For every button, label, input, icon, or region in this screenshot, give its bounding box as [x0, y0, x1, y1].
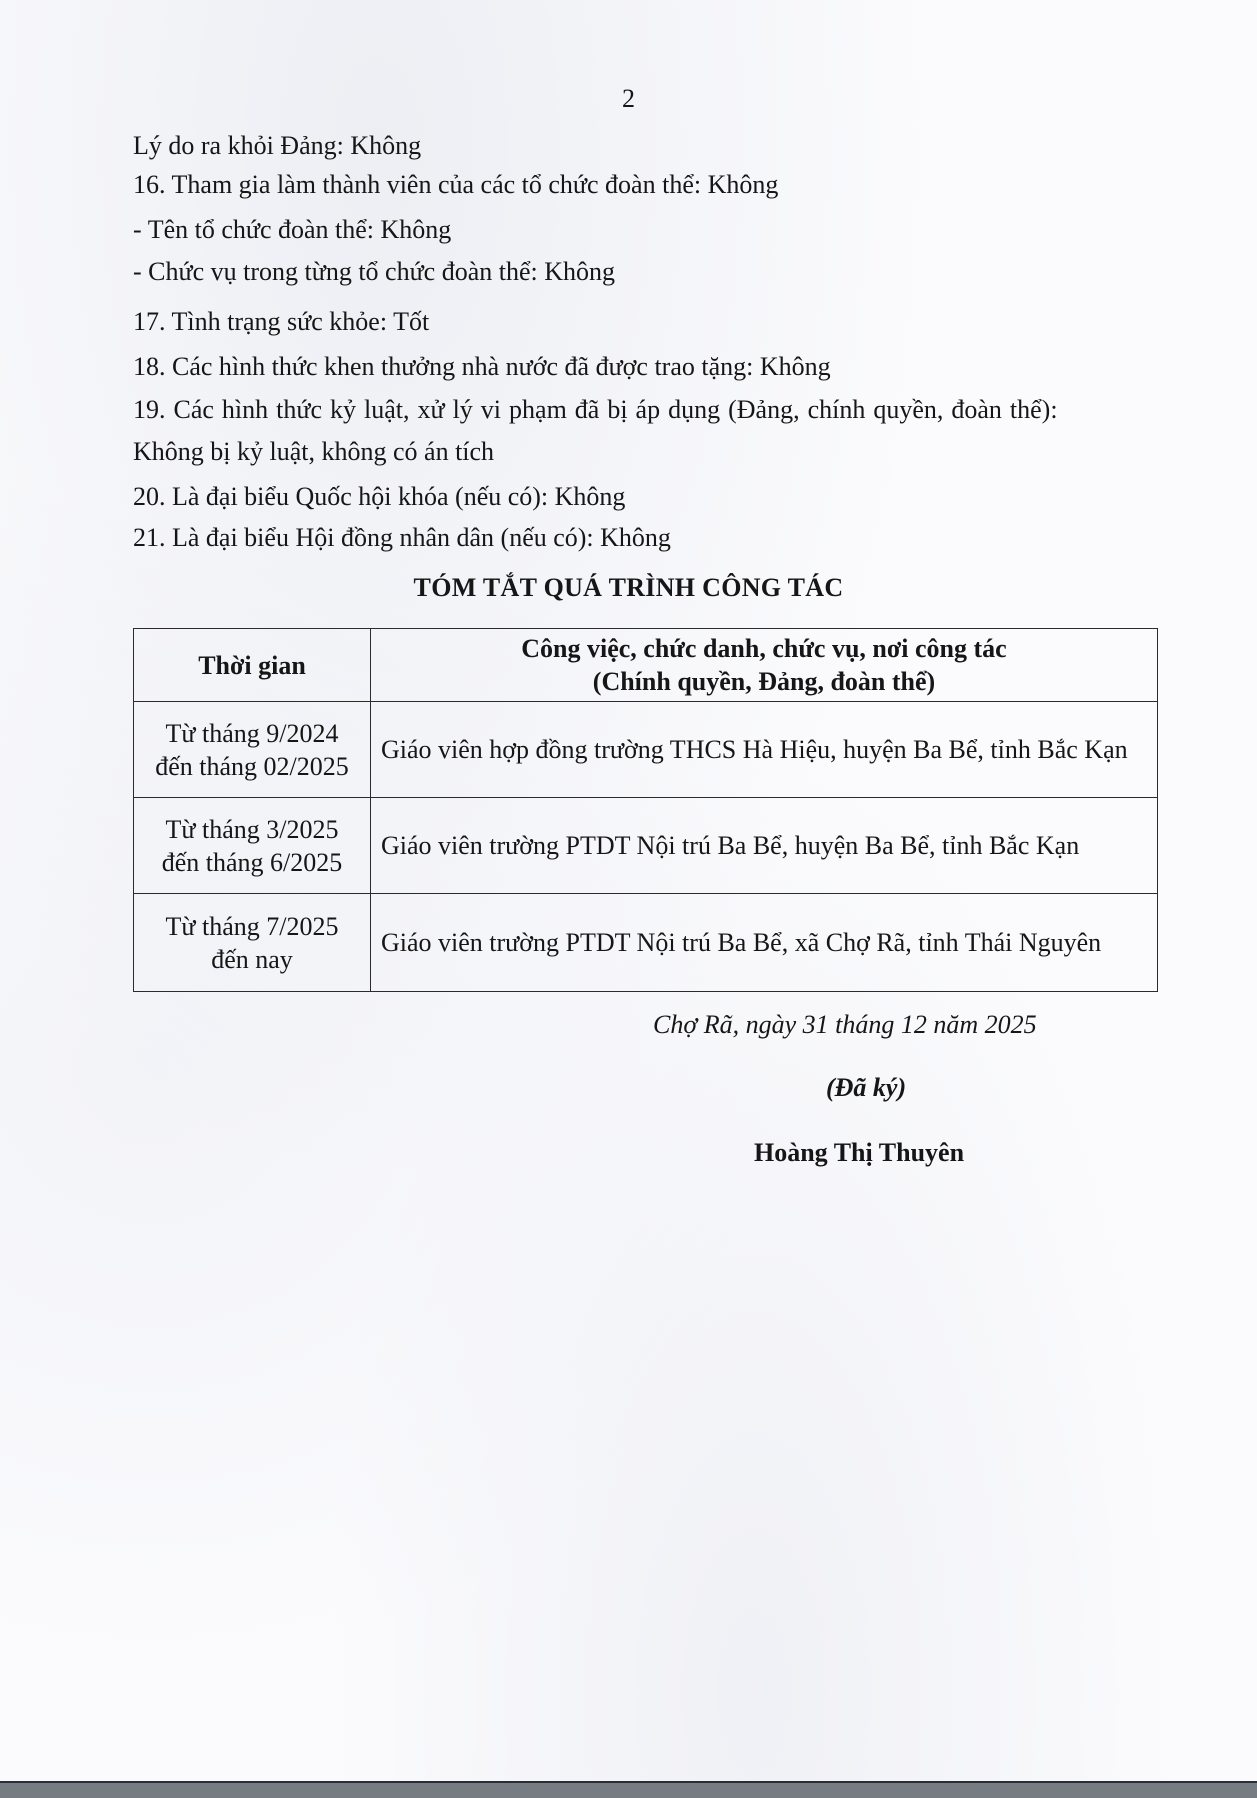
time-end: đến nay: [211, 944, 293, 974]
time-end: đến tháng 02/2025: [155, 751, 349, 781]
table-row: [134, 702, 1158, 798]
item-17-health-status: 17. Tình trạng sức khỏe: Tốt: [133, 307, 430, 336]
item-organization-position: - Chức vụ trong từng tổ chức đoàn thể: Không: [133, 257, 616, 286]
time-start: Từ tháng 3/2025: [165, 814, 339, 844]
work-history-title: TÓM TẮT QUÁ TRÌNH CÔNG TÁC: [413, 573, 844, 602]
header-time: Thời gian: [134, 629, 371, 702]
signature-place-date: Chợ Rã, ngày 31 tháng 12 năm 2025: [653, 1010, 1037, 1039]
row-description: Giáo viên trường PTDT Nội trú Ba Bể, xã Chợ Rã, tỉnh Thái Nguyên: [371, 894, 1158, 992]
row-description: Giáo viên trường PTDT Nội trú Ba Bể, huyện Ba Bể, tỉnh Bắc Kạn: [371, 798, 1158, 894]
item-16-organization-membership: 16. Tham gia làm thành viên của các tổ chức đoàn thể: Không: [133, 170, 779, 199]
item-19-disciplinary-value: Không bị kỷ luật, không có án tích: [133, 437, 495, 466]
work-history-table: [133, 628, 1158, 992]
time-start: Từ tháng 9/2024: [165, 718, 339, 748]
signature-name: Hoàng Thị Thuyên: [754, 1138, 965, 1167]
item-party-exit-reason: Lý do ra khỏi Đảng: Không: [133, 131, 422, 160]
item-21-peoples-council: 21. Là đại biểu Hội đồng nhân dân (nếu có): Không: [133, 523, 671, 552]
row-description: Giáo viên hợp đồng trường THCS Hà Hiệu, huyện Ba Bể, tỉnh Bắc Kạn: [371, 702, 1158, 798]
time-end: đến tháng 6/2025: [161, 847, 343, 877]
header-description-line1: Công việc, chức danh, chức vụ, nơi công tác: [521, 634, 1007, 663]
row-time: [134, 798, 371, 894]
table-row: [134, 798, 1158, 894]
item-18-state-awards: 18. Các hình thức khen thưởng nhà nước đã được trao tặng: Không: [133, 352, 831, 381]
header-description-line2: (Chính quyền, Đảng, đoàn thể): [592, 667, 936, 696]
table-row: [134, 894, 1158, 992]
page-number: 2: [622, 84, 635, 113]
row-time: [134, 702, 371, 798]
scanner-edge: [0, 1783, 1257, 1798]
header-description: [371, 629, 1158, 702]
item-organization-name: - Tên tổ chức đoàn thể: Không: [133, 215, 452, 244]
row-time: [134, 894, 371, 992]
signature-signed-note: (Đã ký): [826, 1073, 907, 1102]
item-19-disciplinary-actions: 19. Các hình thức kỷ luật, xử lý vi phạm đã bị áp dụng (Đảng, chính quyền, đoàn thể):: [133, 395, 1058, 424]
time-start: Từ tháng 7/2025: [165, 911, 339, 941]
item-20-national-assembly: 20. Là đại biểu Quốc hội khóa (nếu có): Không: [133, 482, 626, 511]
table-header-row: [134, 629, 1158, 702]
